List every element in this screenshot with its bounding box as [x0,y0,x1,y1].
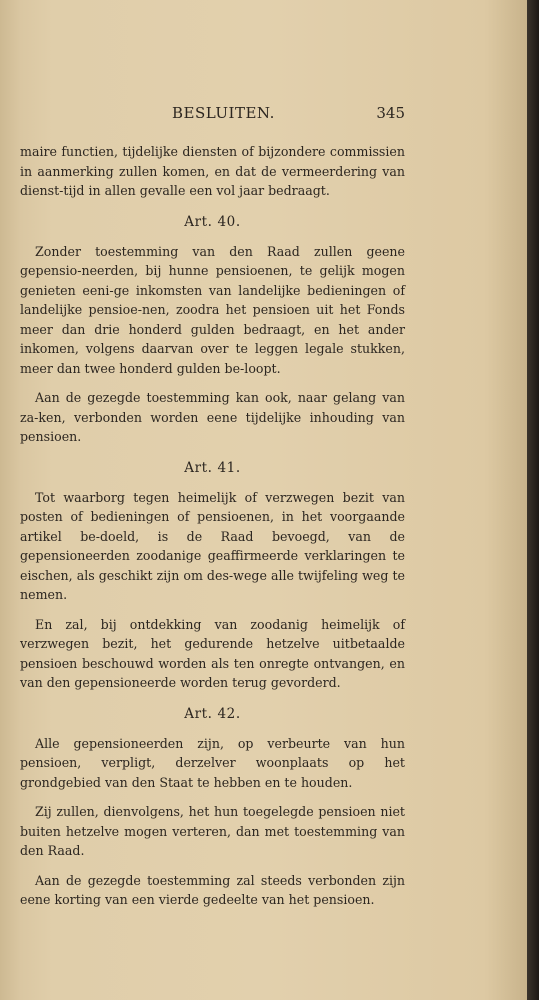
page-header [20,104,405,128]
article-40-paragraph-1: Zonder toestemming van den Raad zullen geene gepensio-neerden, bij hunne pensioenen, te gelijk mogen genieten eeni-ge inkomsten van landelijke bedieningen of landelijke pensioe-nen, zoodra het pensioen uit het Fonds meer dan drie honderd gulden bedraagt, en het ander inkomen, volgens daarvan over te leggen legale stukken, meer dan twee honderd gulden be-loopt. [20,243,405,376]
article-41-paragraph-2: En zal, bij ontdekking van zoodanig heimelijk of verzwegen bezit, het gedurende hetzelve uitbetaalde pensioen beschouwd worden als ten onregte ontvangen, en van den gepensioneerde worden terug gevorderd. [20,616,405,690]
article-40-paragraph-2: Aan de gezegde toestemming kan ook, naar gelang van za-ken, verbonden worden eene tijdelijke inhouding van pensioen. [20,390,405,444]
page-body [20,142,405,910]
article-41-heading: Art. 41. [184,459,241,476]
article-42-paragraph-1: Alle gepensioneerden zijn, op verbeurte van hun pensioen, verpligt, derzelver woonplaats op het grondgebied van den Staat te hebben en te houden. [20,735,405,790]
running-title: BESLUITEN. [172,104,275,122]
page-number: 345 [376,104,405,122]
book-spine-edge [527,0,539,1000]
article-42-paragraph-2: Zij zullen, dienvolgens, het hun toegelegde pensioen niet buiten hetzelve mogen verteren, dan met toestemming van den Raad. [20,804,405,858]
article-42-heading: Art. 42. [184,705,241,722]
continued-paragraph: maire functien, tijdelijke diensten of bijzondere commissien in aanmerking zullen komen, en dat de vermeerdering van dienst-tijd in allen gevalle een vol jaar bedraagt. [20,144,405,198]
article-40-heading: Art. 40. [184,213,241,230]
article-41-paragraph-1: Tot waarborg tegen heimelijk of verzwegen bezit van posten of bedieningen of pensioenen, in het voorgaande artikel be-doeld, is de Raad bevoegd, van de gepensioneerden zoodanige geaffirmeerde verklaringen te eischen, als geschikt zijn om des-wege alle twijfeling weg te nemen. [20,489,405,602]
article-42-paragraph-3: Aan de gezegde toestemming zal steeds verbonden zijn eene korting van een vierde gedeelte van het pensioen. [20,872,405,907]
